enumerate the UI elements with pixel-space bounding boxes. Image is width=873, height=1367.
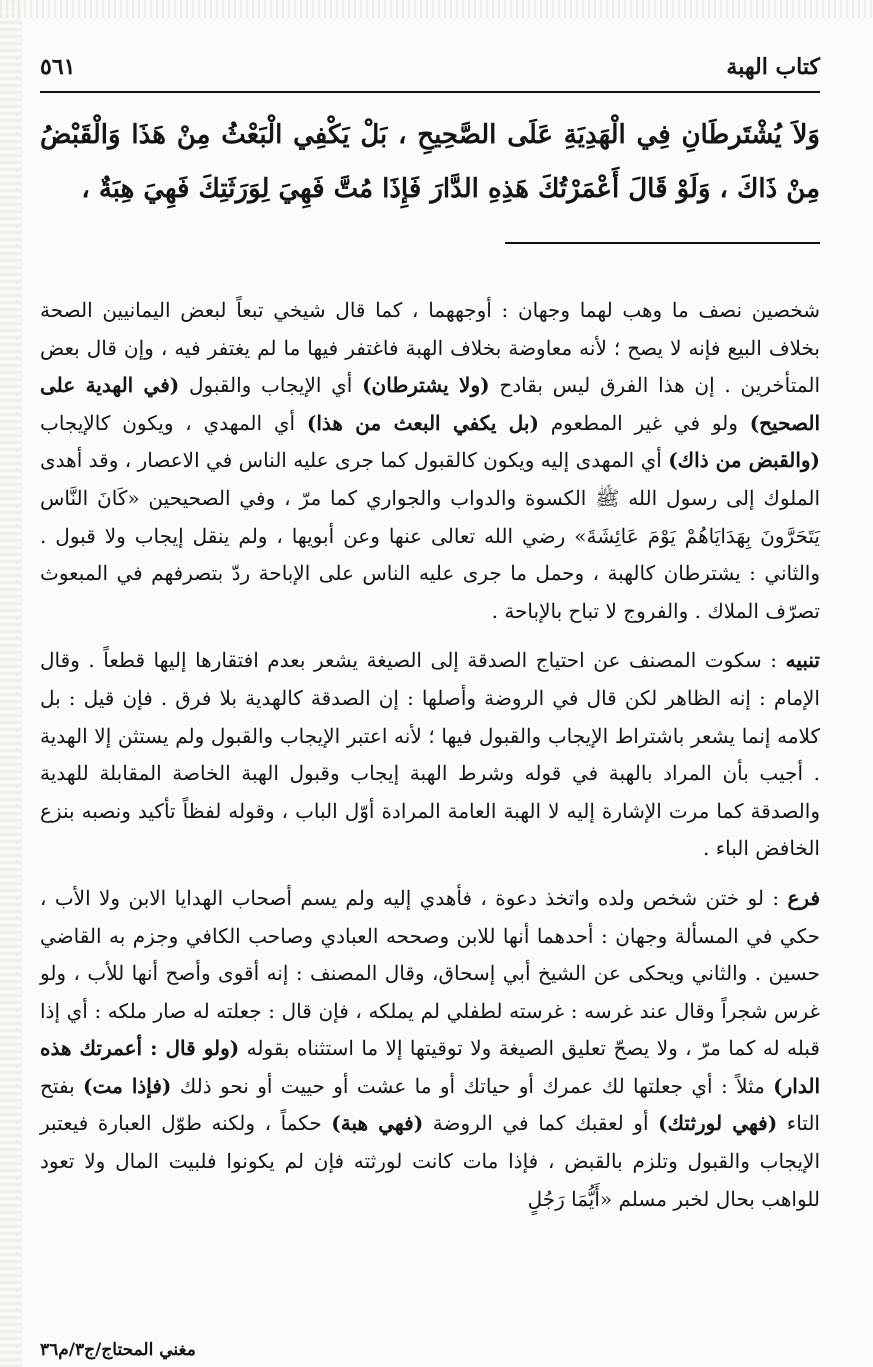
text-run: ولو في غير المطعوم: [538, 410, 750, 435]
page-footer: [40, 1340, 820, 1366]
commentary-paragraph-3: [40, 880, 820, 1218]
text-run: بفتح التاء: [40, 1073, 820, 1136]
text-run: حكماً ، ولكنه طوّل العبارة فيعتبر الإيجاب والقبول وتلزم بالقبض ، فإذا مات كانت لورثته فإن لم يكونوا فلبيت المال ولا تعود للواهب بحال لخبر مسلم «أَيُّمَا رَجُلٍ: [40, 1111, 820, 1211]
header-rule: [40, 91, 820, 93]
text-run: مثلاً : أي جعلتها لك عمرك أو حياتك أو ما عشت أو حييت أو نحو ذلك: [171, 1073, 774, 1098]
commentary-text: [40, 292, 820, 1218]
page-header: [40, 52, 820, 92]
text-run: أي الإيجاب والقبول: [179, 373, 363, 398]
separator-rule: [505, 242, 820, 244]
quoted-matn: (فإذا مت): [83, 1073, 172, 1098]
quoted-matn: (فهي هبة): [331, 1111, 424, 1136]
text-run: : لو ختن شخص ولده واتخذ دعوة ، فأهدي إليه ولم يسم أصحاب الهدايا الابن ولا الأب ، حكي في المسألة وجهان : أحدهما أنها للابن وصححه العبادي وصاحب الكافي وجزم به القاضي حسين . والثاني ويحكى عن الشيخ أبي إسحاق، وقال المصنف : إنه أقوى وأصح أنها للأب ، ولو غرس شجراً وقال عند غرسه : غرسته لطفلي لم يملكه ، فإن قال : جعلته له صار ملكه : أي إذا قبله له كما مرّ ، ولا يصحّ تعليق الصيغة ولا توقيتها إلا ما استثناه بقوله: [40, 885, 820, 1061]
text-run: شخصين نصف ما وهب لهما وجهان : أوجههما ، كما قال شيخي تبعاً لبعض اليمانيين الصحة بخلاف البيع فإنه لا يصح ؛ لأنه معاوضة بخلاف الهبة فاغتفر فيها ما لم يغتفر فيه ، وإن قال بعض المتأخرين . إن هذا الفرق ليس بقادح: [40, 298, 820, 398]
text-run: أو لعقبك كما في الروضة: [423, 1111, 659, 1136]
scan-top-noise: [0, 0, 873, 18]
branch-label: فرع: [787, 885, 820, 910]
commentary-paragraph-2: [40, 642, 820, 868]
matn-paragraph: وَلاَ يُشْتَرطَانِ فِي الْهَدِيَةِ عَلَى الصَّحِيحِ ، بَلْ يَكْفِي الْبَعْثُ مِنْ هَذَا وَالْقَبْضُ مِنْ ذَاكَ ، وَلَوْ قَالَ أَعْمَرْتُكَ هَذِهِ الدَّارَ فَإِذَا مُتَّ فَهِيَ لِوَرَثَتِكَ فَهِيَ هِبَةٌ ،: [40, 120, 820, 204]
commentary-paragraph-1: [40, 292, 820, 630]
text-run: : سكوت المصنف عن احتياج الصدقة إلى الصيغة يشعر بعدم افتقارها إليها قطعاً . وقال الإمام : إنه الظاهر لكن قال في الروضة وأصلها : إن الصدقة كالهدية بلا فرق . فإن قيل : بل كلامه إنما يشعر باشتراط الإيجاب والقبول فيها ؛ لأنه اعتبر الإيجاب والقبول ولم يستثن إلا الهدية . أجيب بأن المراد بالهبة في قوله وشرط الهبة إيجاب وقبول الهبة الخاصة المقابلة للهدية والصدقة كما مرت الإشارة إليه لا الهبة العامة المرادة أوّل الباب ، وقوله لفظاً تأكيد ونصبه بنزع الخافض الباء .: [40, 648, 820, 861]
quoted-matn: (فهي لورثتك): [658, 1111, 778, 1136]
running-title: كتاب الهبة: [726, 54, 820, 80]
matn-text: [40, 108, 820, 216]
scan-edge-shadow: [0, 0, 22, 1367]
page-number: ٥٦١: [40, 54, 76, 80]
quoted-matn: (بل يكفي البعث من هذا): [306, 410, 539, 435]
quoted-matn: (ولا يشترطان): [362, 373, 490, 398]
note-label: تنبيه: [785, 648, 820, 673]
quoted-matn: (والقبض من ذاك): [668, 448, 821, 473]
text-run: أي المهدى إليه ويكون كالقبول كما جرى عليه الناس في الاعصار ، وقد أهدى الملوك إلى رسول الله ﷺ الكسوة والدواب والجواري كما مرّ ، وفي الصحيحين «كَانَ النَّاس يَتَحَرَّونَ بِهَدَايَاهُمْ يَوْمَ عَائِشَةَ» رضي الله تعالى عنها وعن أبويها ، ولم ينقل إيجاب ولا قبول . والثاني : يشترطان كالهبة ، وحمل ما جرى عليه الناس على الإباحة ردّ بتصرفهم في المبعوث تصرّف الملاك . والفروج لا تباح بالإباحة .: [40, 448, 820, 623]
signature-mark: مغني المحتاج/ج٣/م٣٦: [40, 1340, 196, 1360]
quoted-matn: (في الهدية على الصحيح): [40, 373, 820, 435]
text-run: أي المهدي ، ويكون كالإيجاب: [40, 410, 307, 435]
quoted-matn: (ولو قال : أعمرتك هذه الدار): [40, 1036, 820, 1098]
